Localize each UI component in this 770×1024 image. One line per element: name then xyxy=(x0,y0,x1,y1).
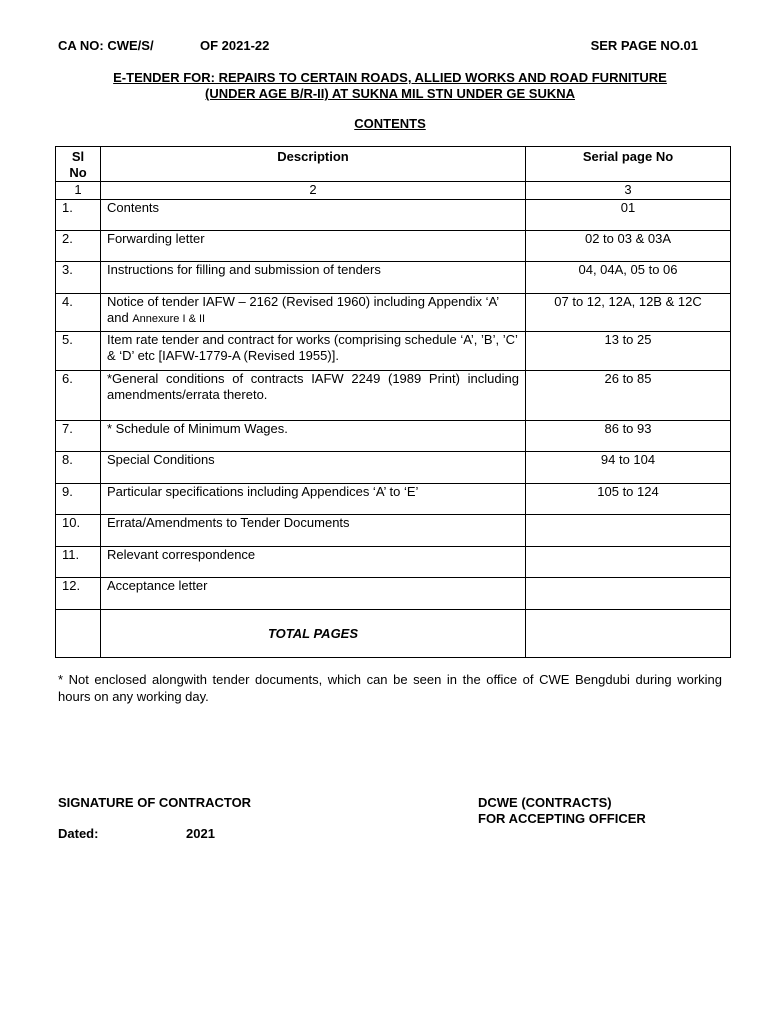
header-no-label: No xyxy=(69,165,87,180)
row-page xyxy=(526,547,731,578)
row-page: 26 to 85 xyxy=(526,371,731,421)
total-blank-cell xyxy=(56,610,101,658)
table-row xyxy=(56,421,731,452)
row-number: 6. xyxy=(56,371,101,421)
contents-heading: CONTENTS xyxy=(354,116,426,131)
row-page: 01 xyxy=(526,200,731,231)
contents-table xyxy=(55,146,731,658)
table-row xyxy=(56,262,731,294)
row-description: Particular specifications including Appendices ‘A’ to ‘E’ xyxy=(101,484,526,515)
accepting-officer-block xyxy=(478,795,646,827)
footnote: * Not enclosed alongwith tender documents, which can be seen in the office of CWE Bengdubi during working hours on any working day. xyxy=(58,672,722,704)
contract-year: OF 2021-22 xyxy=(200,38,270,53)
col-number-1: 1 xyxy=(56,182,101,200)
row-number: 7. xyxy=(56,421,101,452)
header-serial-page: Serial page No xyxy=(526,147,731,182)
table-row xyxy=(56,332,731,371)
row-description: *General conditions of contracts IAFW 2249 (1989 Print) including amendments/errata thereto. xyxy=(101,371,526,421)
row-description: Item rate tender and contract for works (comprising schedule ‘A’, ’B’, ’C’ & ‘D’ etc [IAFW-1779-A (Revised 1955)]. xyxy=(101,332,526,371)
row-page: 02 to 03 & 03A xyxy=(526,231,731,262)
column-number-row xyxy=(56,182,731,200)
dcwe-label: DCWE (CONTRACTS) xyxy=(478,795,612,810)
row-number: 10. xyxy=(56,515,101,547)
document-header xyxy=(58,38,698,56)
col-number-3: 3 xyxy=(526,182,731,200)
row-page: 07 to 12, 12A, 12B & 12C xyxy=(526,294,731,332)
row-number: 11. xyxy=(56,547,101,578)
table-row xyxy=(56,231,731,262)
col-number-2: 2 xyxy=(101,182,526,200)
table-row xyxy=(56,294,731,332)
row-page xyxy=(526,515,731,547)
row-description: Instructions for filling and submission of tenders xyxy=(101,262,526,294)
row-description-text: Notice of tender IAFW – 2162 (Revised 1960) including Appendix ‘A’ and xyxy=(107,294,499,325)
row-page: 13 to 25 xyxy=(526,332,731,371)
table-header-row xyxy=(56,147,731,182)
dated-line xyxy=(58,826,358,841)
header-sl-no xyxy=(56,147,101,182)
row-number: 1. xyxy=(56,200,101,231)
header-sl-label: Sl xyxy=(71,149,85,164)
table-row xyxy=(56,200,731,231)
tender-title-line2: (UNDER AGE B/R-II) AT SUKNA MIL STN UNDER GE SUKNA xyxy=(204,86,576,101)
annexure-text: Annexure I & II xyxy=(132,313,206,325)
table-row xyxy=(56,484,731,515)
row-number: 4. xyxy=(56,294,101,332)
tender-title-line1: E-TENDER FOR: REPAIRS TO CERTAIN ROADS, ALLIED WORKS AND ROAD FURNITURE xyxy=(113,70,667,85)
serial-page-number: SER PAGE NO.01 xyxy=(590,38,698,53)
contractor-signature-label: SIGNATURE OF CONTRACTOR xyxy=(58,795,252,810)
table-row xyxy=(56,515,731,547)
row-number: 5. xyxy=(56,332,101,371)
row-page: 105 to 124 xyxy=(526,484,731,515)
table-row xyxy=(56,371,731,421)
row-description xyxy=(101,294,526,332)
row-page: 86 to 93 xyxy=(526,421,731,452)
row-number: 12. xyxy=(56,578,101,610)
row-description: Errata/Amendments to Tender Documents xyxy=(101,515,526,547)
row-description: Acceptance letter xyxy=(101,578,526,610)
accepting-officer-label: FOR ACCEPTING OFFICER xyxy=(478,811,646,826)
tender-title xyxy=(58,70,722,102)
row-description: Special Conditions xyxy=(101,452,526,484)
row-description: Contents xyxy=(101,200,526,231)
dated-year: 2021 xyxy=(186,826,215,841)
table-row xyxy=(56,578,731,610)
ca-number: CA NO: CWE/S/ xyxy=(58,38,154,53)
row-description: Relevant correspondence xyxy=(101,547,526,578)
header-description: Description xyxy=(101,147,526,182)
total-row xyxy=(56,610,731,658)
row-number: 8. xyxy=(56,452,101,484)
row-number: 3. xyxy=(56,262,101,294)
table-row xyxy=(56,547,731,578)
row-number: 2. xyxy=(56,231,101,262)
dated-label: Dated: xyxy=(58,826,99,841)
row-page: 94 to 104 xyxy=(526,452,731,484)
row-number: 9. xyxy=(56,484,101,515)
row-description: Forwarding letter xyxy=(101,231,526,262)
total-pages-label: TOTAL PAGES xyxy=(101,610,526,658)
row-page: 04, 04A, 05 to 06 xyxy=(526,262,731,294)
total-pages-value xyxy=(526,610,731,658)
table-row xyxy=(56,452,731,484)
row-description: * Schedule of Minimum Wages. xyxy=(101,421,526,452)
row-page xyxy=(526,578,731,610)
